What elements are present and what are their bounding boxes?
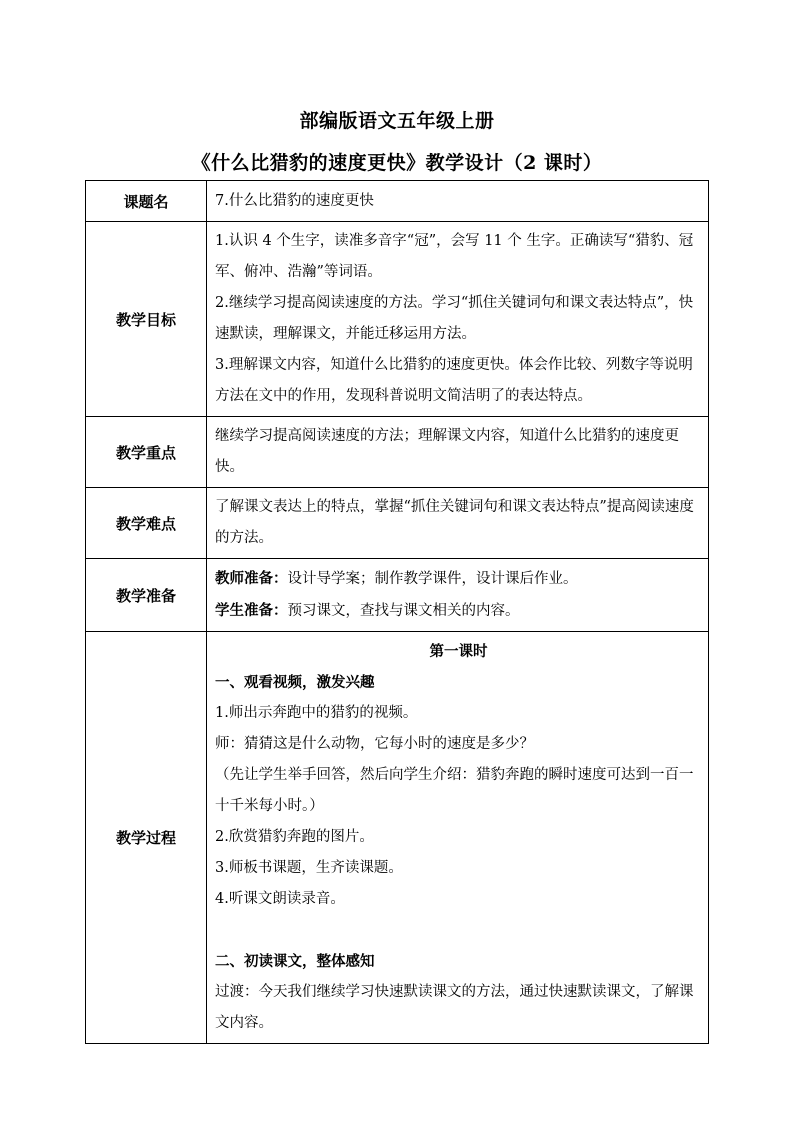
- row-value: [207, 417, 709, 488]
- row-value: [207, 488, 709, 559]
- table-row: [86, 181, 709, 222]
- objective-item: 1.认识 4 个生字，读准多音字“冠”，会写 11 个 生字。正确读写“猎豹、冠军、俯冲、浩瀚”等词语。: [215, 233, 694, 280]
- objective-item: 3.理解课文内容，知道什么比猎豹的速度更快。体会作比较、列数字等说明方法在文中的作用，发现科普说明文简洁明了的表达特点。: [215, 357, 693, 404]
- spacer: [215, 915, 702, 946]
- process-item: （先让学生举手回答，然后向学生介绍：猎豹奔跑的瞬时速度可达到一百一十千米每小时。）: [215, 767, 694, 814]
- teacher-prep: [215, 563, 702, 595]
- row-label: 教学过程: [86, 632, 207, 1044]
- table-row: [86, 222, 709, 417]
- lesson-title: 第一课时: [429, 643, 488, 660]
- section-title: 二、初读课文，整体感知: [215, 953, 375, 970]
- teacher-prep-text: 设计导学案；制作教学课件，设计课后作业。: [287, 571, 578, 587]
- table-row: [86, 417, 709, 488]
- row-label: 教学重点: [86, 417, 207, 488]
- table-row: [86, 488, 709, 559]
- row-label: 教学目标: [86, 222, 207, 417]
- table-row: [86, 632, 709, 1044]
- row-value: [207, 222, 709, 417]
- process-item: 2.欣赏猎豹奔跑的图片。: [215, 829, 374, 845]
- lesson-plan-table: [85, 180, 709, 1044]
- difficulty-text: 了解课文表达上的特点，掌握“抓住关键词句和课文表达特点”提高阅读速度的方法。: [215, 499, 694, 546]
- row-value: [207, 559, 709, 632]
- table-row: [86, 559, 709, 632]
- process-item: 过渡：今天我们继续学习快速默读课文的方法，通过快速默读课文，了解课文内容。: [215, 984, 694, 1031]
- key-point-text: 继续学习提高阅读速度的方法；理解课文内容，知道什么比猎豹的速度更快。: [215, 428, 679, 475]
- document-title: 部编版语文五年级上册: [299, 110, 495, 132]
- objective-item: 2.继续学习提高阅读速度的方法。学习“抓住关键词句和课文表达特点”，快速默读，理解课文，并能迁移运用方法。: [215, 295, 694, 342]
- teacher-prep-label: 教师准备：: [215, 570, 288, 587]
- process-item: 3.师板书课题，生齐读课题。: [215, 860, 403, 876]
- lesson-name: 7.什么比猎豹的速度更快: [215, 192, 374, 209]
- student-prep-label: 学生准备：: [215, 602, 288, 619]
- row-label: 教学难点: [86, 488, 207, 559]
- row-label: 课题名: [86, 181, 207, 222]
- student-prep-text: 预习课文，查找与课文相关的内容。: [287, 603, 520, 619]
- document-subtitle: 《什么比猎豹的速度更快》教学设计（2 课时）: [191, 152, 603, 174]
- section-title: 一、观看视频，激发兴趣: [215, 674, 375, 691]
- process-item: 4.听课文朗读录音。: [215, 891, 345, 907]
- process-item: 师：猜猜这是什么动物，它每小时的速度是多少？: [215, 736, 534, 752]
- student-prep: [215, 595, 702, 627]
- row-value: [207, 181, 709, 222]
- process-item: 1.师出示奔跑中的猎豹的视频。: [215, 705, 418, 721]
- row-value: [207, 632, 709, 1044]
- row-label: 教学准备: [86, 559, 207, 632]
